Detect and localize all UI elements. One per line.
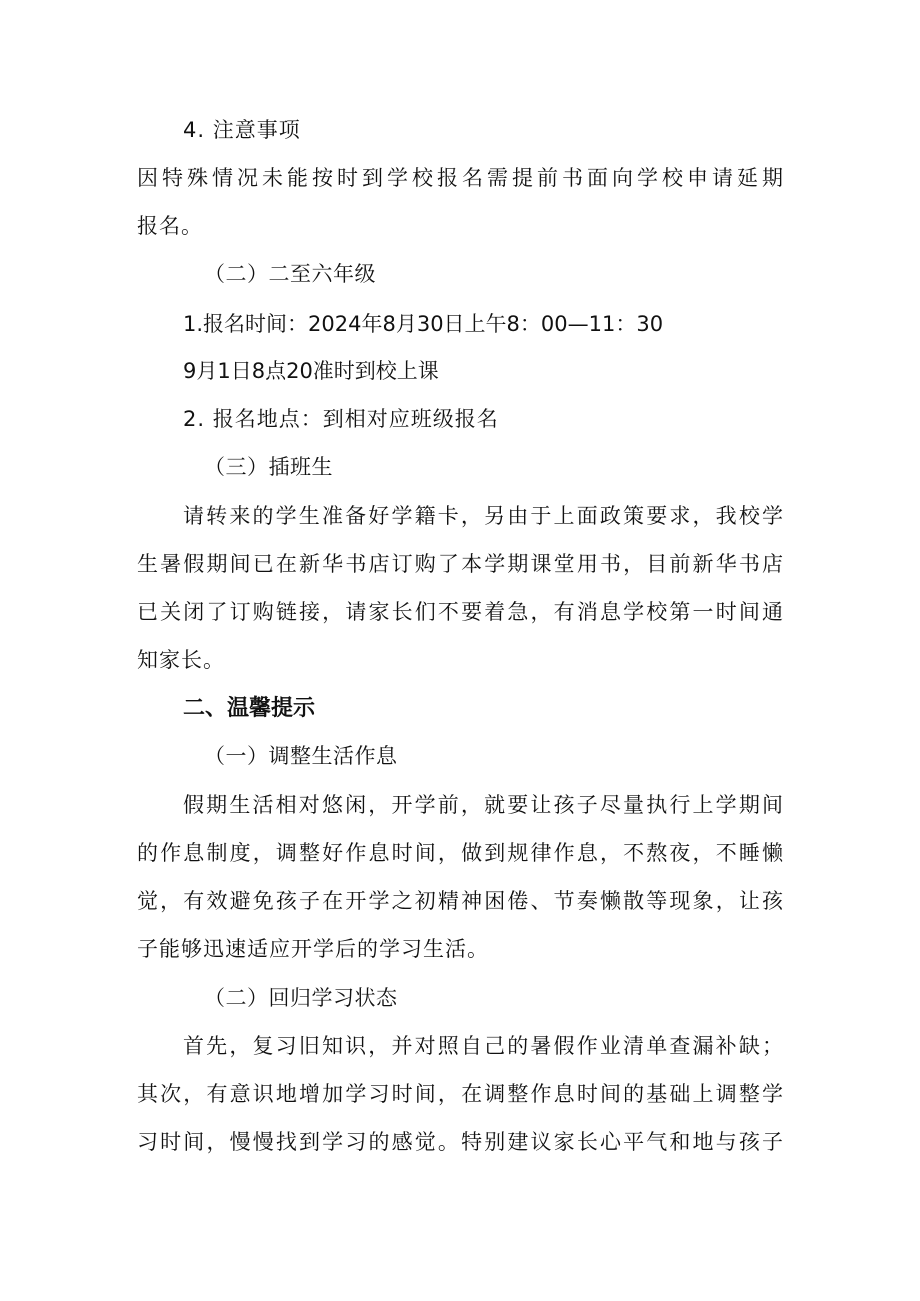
- paragraph-line: 的作息制度，调整好作息时间，做到规律作息，不熬夜，不睡懒: [137, 841, 784, 865]
- subsection-heading: （一）调整生活作息: [204, 744, 398, 768]
- paragraph-line: 报名。: [137, 214, 203, 238]
- paragraph-line: 请转来的学生准备好学籍卡，另由于上面政策要求，我校学: [183, 504, 784, 528]
- section-heading: 二、温馨提示: [183, 696, 316, 721]
- paragraph-line: 因特殊情况未能按时到学校报名需提前书面向学校申请延期: [137, 166, 784, 190]
- registration-time-line: 1.报名时间：2024年8月30日上午8：00—11：30: [183, 312, 664, 336]
- class-start-line: 9月1日8点20准时到校上课: [183, 359, 439, 383]
- subsection-heading: （二）二至六年级: [204, 262, 376, 286]
- paragraph-line: 子能够迅速适应开学后的学习生活。: [137, 937, 489, 961]
- paragraph-line: 其次，有意识地增加学习时间，在调整作息时间的基础上调整学: [137, 1082, 784, 1106]
- paragraph-line: 首先，复习旧知识，并对照自己的暑假作业清单查漏补缺；: [183, 1034, 784, 1058]
- paragraph-line: 习时间，慢慢找到学习的感觉。特别建议家长心平气和地与孩子: [137, 1130, 784, 1154]
- section-item-heading: 4. 注意事项: [183, 118, 301, 142]
- paragraph-line: 觉，有效避免孩子在开学之初精神困倦、节奏懒散等现象，让孩: [137, 889, 784, 913]
- paragraph-line: 假期生活相对悠闲，开学前，就要让孩子尽量执行上学期间: [183, 793, 784, 817]
- paragraph-line: 已关闭了订购链接，请家长们不要着急，有消息学校第一时间通: [137, 600, 784, 624]
- paragraph-line: 生暑假期间已在新华书店订购了本学期课堂用书，目前新华书店: [137, 552, 784, 576]
- registration-place-line: 2. 报名地点：到相对应班级报名: [183, 407, 499, 431]
- subsection-heading: （二）回归学习状态: [204, 986, 398, 1010]
- subsection-heading: （三）插班生: [204, 455, 333, 479]
- paragraph-line: 知家长。: [137, 648, 225, 672]
